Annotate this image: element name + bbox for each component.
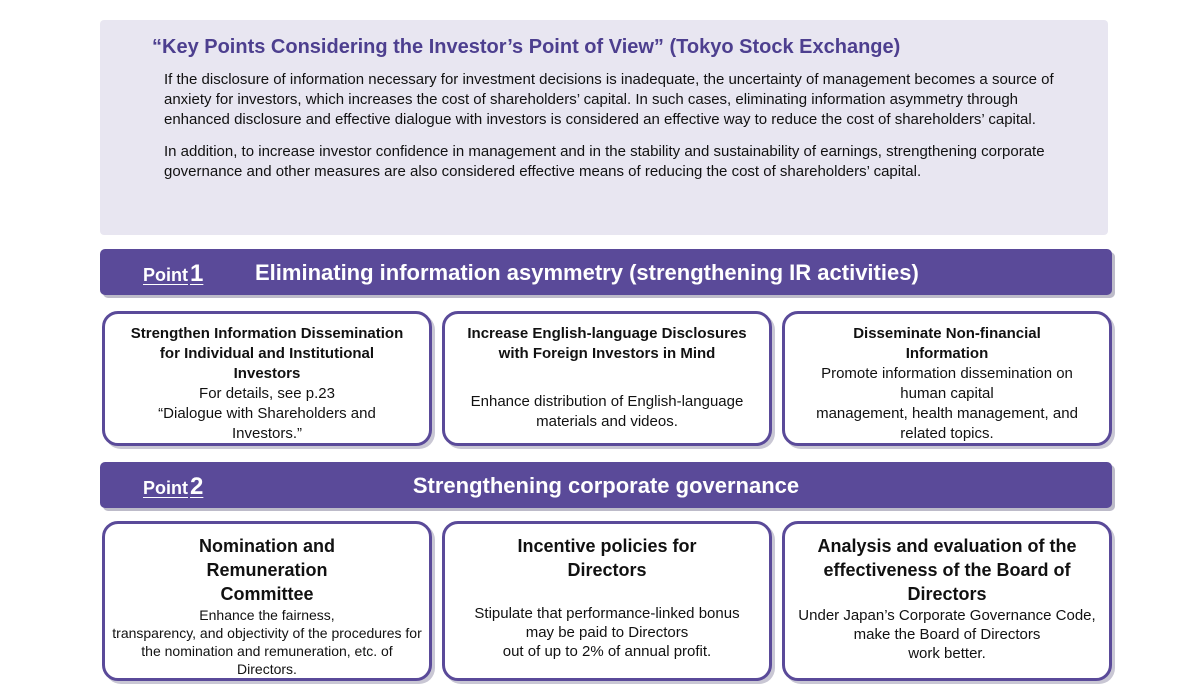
intro-body (164, 70, 1064, 194)
card-incentive-policies (442, 521, 772, 681)
card-text: Enhance distribution of English-language materials and videos. (470, 393, 744, 430)
card-text: transparency, and objectivity of the procedures for the nomination and remuneration, etc. of Directors. (112, 625, 422, 677)
point-1-title: Eliminating information asymmetry (strengthening IR activities) (255, 260, 919, 285)
card-text: Stipulate that performance-linked bonus may be paid to Directors (474, 605, 740, 641)
point-word: Point (143, 265, 188, 285)
card-title: Incentive policies for Directors (517, 536, 697, 580)
point-1-band (100, 249, 1112, 295)
card-text: Enhance the fairness, (199, 607, 335, 623)
card-english-disclosures (442, 311, 772, 446)
point-word: Point (143, 478, 188, 498)
card-title: Disseminate Non-financial Information (853, 325, 1041, 362)
card-title: Nomination and Remuneration Committee (199, 536, 335, 604)
card-board-effectiveness (782, 521, 1112, 681)
card-title: Increase English-language Disclosures with Foreign Investors in Mind (467, 325, 747, 362)
intro-title: “Key Points Considering the Investor’s Point of View” (Tokyo Stock Exchange) (152, 36, 901, 58)
intro-paragraph: In addition, to increase investor confidence in management and in the stability and sustainability of earnings, strengthening corporate governance and other measures are also considered effective means of reducing the cost of shareholders’ capital. (164, 143, 1045, 180)
point-1-label (143, 249, 203, 302)
card-text: Promote information dissemination on human capital (821, 365, 1073, 402)
card-text: For details, see p.23 (199, 385, 335, 402)
card-non-financial-information (782, 311, 1112, 446)
point-number: 2 (190, 473, 204, 500)
card-text: management, health management, and related topics. (816, 405, 1078, 442)
card-information-dissemination (102, 311, 432, 446)
point-2-band (100, 462, 1112, 508)
point-2-title: Strengthening corporate governance (412, 473, 800, 498)
intro-paragraph: If the disclosure of information necessary for investment decisions is inadequate, the uncertainty of management becomes a source of anxiety for investors, which increases the cost of shareholders’ capital. In such cases, eliminating information asymmetry through enhanced disclosure and effective dialogue with investors is considered an effective way to reduce the cost of shareholders’ capital. (164, 71, 1054, 128)
intro-box (100, 20, 1108, 235)
card-title: Strengthen Information Dissemination for Individual and Institutional Investors (130, 325, 404, 382)
card-nomination-remuneration-committee (102, 521, 432, 681)
card-text: Under Japan’s Corporate Governance Code, make the Board of Directors (798, 607, 1096, 643)
card-title: Analysis and evaluation of the effectiveness of the Board of Directors (817, 536, 1077, 604)
card-text: “Dialogue with Shareholders and Investors.” (158, 405, 376, 442)
card-text: out of up to 2% of annual profit. (502, 643, 712, 660)
point-number: 1 (190, 260, 204, 287)
card-text: work better. (908, 645, 986, 662)
